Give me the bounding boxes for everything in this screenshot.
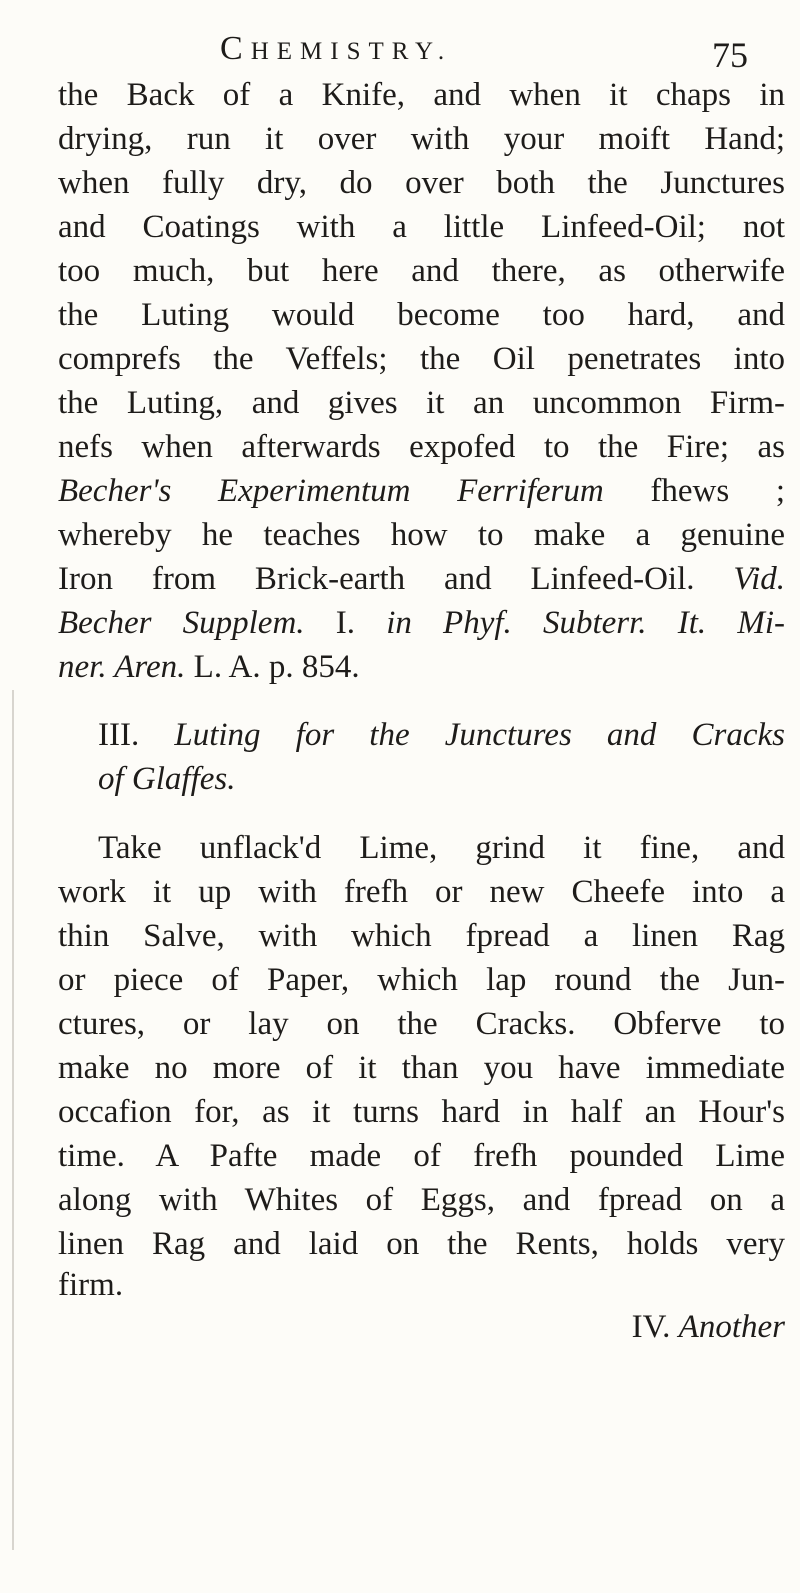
text-segment: make no more of it than you have immediate bbox=[58, 1050, 785, 1086]
text-segment: when fully dry, do over both the Junctures bbox=[58, 165, 785, 201]
text-segment: the Luting, and gives it an uncommon Firm- bbox=[58, 385, 785, 421]
italic-text: Another bbox=[678, 1309, 785, 1345]
text-line bbox=[58, 163, 785, 203]
section-heading-iii bbox=[98, 715, 785, 755]
italic-text: of Glaffes. bbox=[98, 761, 236, 797]
text-line bbox=[58, 916, 785, 956]
text-line bbox=[58, 75, 785, 115]
text-line bbox=[58, 1004, 785, 1044]
text-segment: thin Salve, with which fpread a linen Rag bbox=[58, 918, 785, 954]
text-line bbox=[58, 960, 785, 1000]
text-segment: work it up with frefh or new Cheefe into a bbox=[58, 874, 785, 910]
text-segment: nefs when afterwards expofed to the Fire; as bbox=[58, 429, 785, 465]
text-segment: linen Rag and laid on the Rents, holds very bbox=[58, 1226, 785, 1262]
text-segment: I. bbox=[304, 605, 387, 641]
running-head-rest: HEMISTRY. bbox=[250, 38, 453, 65]
text-segment: Iron from Brick-earth and Linfeed-Oil. bbox=[58, 561, 734, 597]
text-segment bbox=[171, 473, 218, 509]
text-line bbox=[58, 471, 785, 511]
text-segment: comprefs the Veffels; the Oil penetrates into bbox=[58, 341, 785, 377]
italic-text: Vid. bbox=[733, 561, 785, 597]
page-number: 75 bbox=[712, 35, 748, 75]
text-segment: too much, but here and there, as otherwife bbox=[58, 253, 785, 289]
text-segment: occafion for, as it turns hard in half an Hour's bbox=[58, 1094, 785, 1130]
text-line bbox=[58, 1092, 785, 1132]
text-line bbox=[58, 603, 785, 643]
text-segment: drying, run it over with your moift Hand; bbox=[58, 121, 785, 157]
text-segment: time. A Pafte made of frefh pounded Lime bbox=[58, 1138, 785, 1174]
text-segment: L. A. p. 854. bbox=[185, 649, 360, 685]
text-line bbox=[58, 1265, 785, 1305]
text-segment: ctures, or lay on the Cracks. Obferve to bbox=[58, 1006, 785, 1042]
text-segment: and Coatings with a little Linfeed-Oil; not bbox=[58, 209, 785, 245]
text-line bbox=[58, 427, 785, 467]
text-line bbox=[58, 339, 785, 379]
text-segment: or piece of Paper, which lap round the Jun- bbox=[58, 962, 785, 998]
text-segment: the Luting would become too hard, and bbox=[58, 297, 785, 333]
page-header bbox=[0, 30, 800, 80]
text-line bbox=[58, 1136, 785, 1176]
running-head bbox=[220, 30, 452, 68]
text-segment: firm. bbox=[58, 1267, 124, 1303]
text-line bbox=[58, 119, 785, 159]
section-heading-iii-cont bbox=[98, 759, 785, 799]
text-segment: the Back of a Knife, and when it chaps in bbox=[58, 77, 785, 113]
text-segment: whereby he teaches how to make a genuine bbox=[58, 517, 785, 553]
italic-text: ner. Aren. bbox=[58, 649, 186, 685]
italic-text: Becher's bbox=[58, 473, 172, 509]
text-line bbox=[58, 559, 785, 599]
text-line bbox=[58, 515, 785, 555]
text-line bbox=[58, 383, 785, 423]
text-segment: IV. bbox=[631, 1309, 679, 1345]
text-line bbox=[58, 295, 785, 335]
text-line bbox=[58, 207, 785, 247]
text-line bbox=[58, 647, 785, 687]
text-segment: III. bbox=[98, 717, 175, 753]
text-line bbox=[58, 1048, 785, 1088]
text-segment: along with Whites of Eggs, and fpread on a bbox=[58, 1182, 785, 1218]
text-segment: fhews ; bbox=[603, 473, 786, 509]
running-head-initial: C bbox=[220, 30, 251, 67]
text-line bbox=[58, 872, 785, 912]
italic-text: Becher Supplem. bbox=[58, 605, 305, 641]
italic-text: in Phyf. Subterr. It. Mi- bbox=[386, 605, 786, 641]
text-segment: Take unflack'd Lime, grind it fine, and bbox=[98, 830, 785, 866]
text-line bbox=[98, 828, 785, 868]
catchword bbox=[58, 1307, 785, 1347]
italic-text: Luting for the Junctures and Cracks bbox=[174, 717, 786, 753]
scan-gutter-shadow bbox=[12, 690, 14, 1550]
text-line bbox=[58, 251, 785, 291]
italic-text: Experimentum Ferriferum bbox=[218, 473, 604, 509]
text-line bbox=[58, 1180, 785, 1220]
text-line bbox=[58, 1224, 785, 1264]
